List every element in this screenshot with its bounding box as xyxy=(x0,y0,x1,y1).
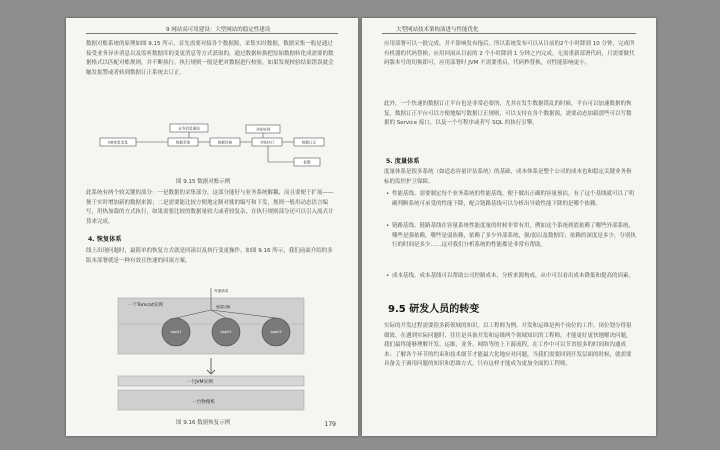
paragraph: 此外，一个快速的数据订正平台也是非常必要的，尤其在发生数据错乱的时候，平台可以加速数据的恢复，数据订正平台可以方便地编写数据订正规则，可以支持在各个数据源，需要动态加载那些可以写数据的 Service 接口，以及一个写程序或者写 SQL 的执行引擎。 xyxy=(384,101,632,126)
figure-data-recovery xyxy=(116,286,306,412)
list-item: • 性能基线。需要制定每个业务系统的性能基线，便于做出正确的容量预估，有了这个基线就可以了明确判断系统可承受的性能下降，配合链路基线可以分析出导致性能下降的是哪个依赖。 xyxy=(392,190,636,209)
list-item: • 成本基线。成本基线可以帮助公司控制成本，分析来源构成，从中可以看出成本降低和提高的因素。 xyxy=(392,272,636,282)
figure-label: AppV1 xyxy=(170,330,182,334)
figure-data-reconciliation xyxy=(98,122,328,174)
paragraph: 实际的开发过程需要很多跨领域的知识。以工程师为例，开发和运维是两个岗位的工作，岗位划分得很细致，在遇到实际问题时，往往是具备开发和运维两个领域知识的工程师，才能更好更快地解决问题，我们最终能够理解开发、运维、业务、网络等的上下游流程，在工作中可以节省很多的时间和沟通成本；了解各个环节的约束和技术细节才能最大化地应对问题，当我们需要回到开发层面的时候，就需要具备关于调用问题的知识和思维方式，只有这样才能成为更加全面的工程师。 xyxy=(384,323,632,367)
figure-label: 数据订正 xyxy=(301,140,317,145)
subheading: 5. 度量体系 xyxy=(386,158,420,165)
page-header: 9 网站高可用建设：大型网站的稳定性建设 xyxy=(166,27,271,33)
figure-label: 对账规则 xyxy=(255,127,271,132)
header-divider xyxy=(382,33,636,34)
figure-label: 数据转换 xyxy=(217,140,233,145)
figure-caption: 图 9.16 数据恢复示例 xyxy=(176,420,231,426)
section-title: 9.5 研发人员的转变 xyxy=(388,304,480,315)
paragraph: 此系统有两个较关键的部分：一是数据的采集部分，这部分能好与业务系统解耦，而且要便于扩展——便于实时增加新的数据来源；二是需要能比较方便地定制对账的编写和下发，规则一般用动态语言编写，用热加载的方式执行，如果需要比较的数据量较大或者较复杂，在执行规则部分还可以引入流式计算来完成。 xyxy=(86,190,334,225)
figure-label: 一个Tomcat实例 xyxy=(128,303,163,308)
page-header: 大型网站技术架构演进与性能优化 xyxy=(396,27,479,33)
page-number: 179 xyxy=(324,421,336,428)
header-divider xyxy=(86,33,338,34)
figure-label: 一台物理机 xyxy=(192,400,215,405)
figure-label: 对账执行 xyxy=(259,140,275,145)
figure-label: 报警 xyxy=(303,160,311,165)
figure-label: AppV2 xyxy=(220,330,232,334)
figure-label: 数据采集 xyxy=(175,140,191,145)
list-item: • 链路基线。链路基线在容量系统性能度量的时候非常有用，例如这个系统到底依赖了哪些外部系统，哪些是强依赖，哪些是弱依赖，依赖了多少外部系统，强/弱以及数据库；依赖的深度是多少，分别执行的时间是多少……这对我们分析系统的性能都是非常有帮助。 xyxy=(392,222,636,251)
figure-label: DB变更消息 xyxy=(108,140,128,145)
figure-label: 流量切换 xyxy=(216,305,231,309)
figure-label: AppV3 xyxy=(270,330,282,334)
figure-label: 业务消息通知 xyxy=(178,126,200,131)
paragraph: 应用部署可以一批完成，并不影响发布拖后。所以系统发布可以从目前的2个小时降到 10 分钟，完成所有机器的代码替换；应用回滚从目前的 2 个小时降到 1 分钟之内完成，无需重新部署代码，只需要做代码版本号的切换即可，应用部署时 JVM 不需要重启，代码秒替换，对性能影响更小。 xyxy=(384,41,635,66)
figure-label: 外部请求 xyxy=(214,289,229,293)
paragraph: 数据对账系统的原理如图 9.15 所示，首先需要对接各个数据源，采集实时数据，数据采集一般是通过接受业务异步消息以及监听数据库的变更消息等方式获取的，通过数据转换把原始数据转化成需要的数据格式以匹配对账规则，并不断执行，执行规则一般是把对数据进行校验，如果发现校验结果错误就会触发报警或者转到数据订正系统去订正。 xyxy=(86,41,334,76)
figure-label: 一个JVM实例 xyxy=(186,380,213,385)
right-page xyxy=(362,18,656,436)
subheading: 4. 恢复体系 xyxy=(88,236,122,243)
paragraph: 线上出现问题时，最简单的恢复方式就是回滚以及执行变更操作。如图 9.16 所示，我们前面介绍的多版本部署就是一种有效且快速的回滚方案。 xyxy=(86,248,333,264)
paragraph: 度量体系是很多系统（如适态容量评估系统）的基础，成本体系是整个公司的成本也和稳定关键业务指标的监控护卫保障。 xyxy=(384,169,632,185)
figure-caption: 图 9.15 数据对账示例 xyxy=(176,179,231,185)
left-page xyxy=(66,18,358,436)
